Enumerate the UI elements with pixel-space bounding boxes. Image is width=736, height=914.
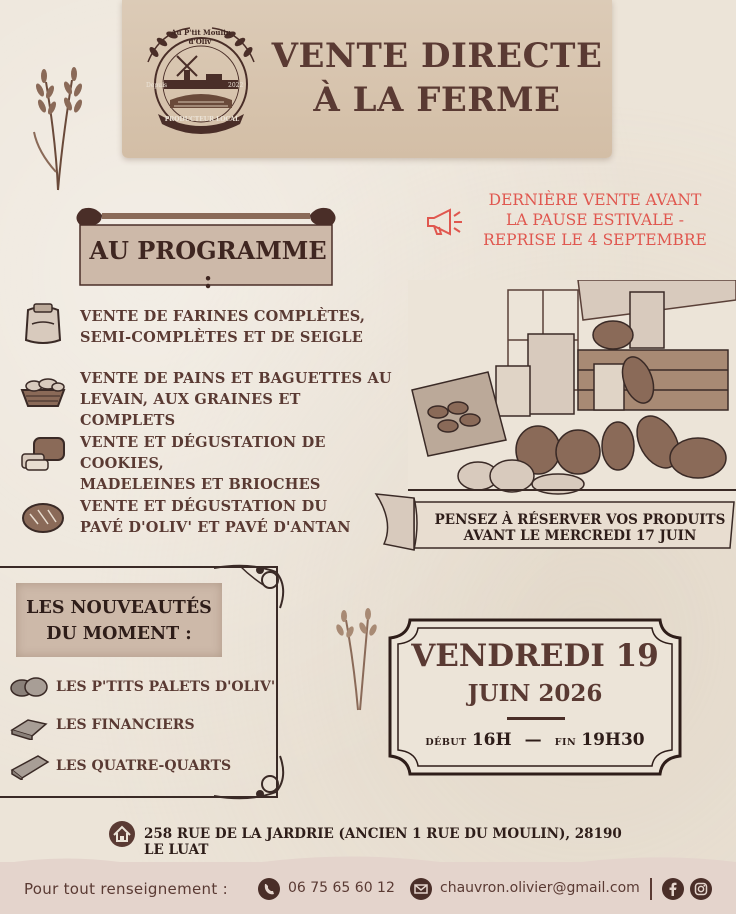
- programme-item-line1: VENTE DE FARINES COMPLÈTES,: [80, 308, 366, 325]
- logo-left-text: Depuis: [146, 82, 168, 89]
- event-month: JUIN 2026: [467, 680, 603, 707]
- summer-break-notice: [470, 190, 720, 250]
- programme-heading: AU PROGRAMME :: [89, 236, 327, 294]
- quatre-quarts-icon: [8, 750, 50, 780]
- end-time: 19H30: [581, 730, 645, 750]
- time-dash: —: [524, 730, 542, 750]
- programme-item-line1: VENTE ET DÉGUSTATION DU: [80, 498, 328, 515]
- flour-sack-icon: [18, 302, 68, 346]
- event-times: [380, 730, 690, 750]
- wheat-middle-icon: [330, 604, 380, 712]
- round-loaf-icon: [18, 494, 68, 538]
- wheat-left-icon: [28, 62, 88, 192]
- programme-item-cookies: [80, 432, 400, 495]
- notice-line1: DERNIÈRE VENTE AVANT: [488, 191, 702, 209]
- footer-email[interactable]: chauvron.olivier@gmail.com: [440, 880, 640, 896]
- logo-right-text: 2022: [228, 82, 244, 89]
- logo-top-text: Au P'tit Moulin d'Oliv': [171, 28, 231, 46]
- megaphone-icon: [424, 204, 464, 238]
- reserve-line2: AVANT LE MERCREDI 17 JUIN: [463, 528, 697, 544]
- bread-basket-icon: [18, 368, 68, 412]
- instagram-icon[interactable]: [690, 878, 712, 900]
- nouveautes-heading: [16, 595, 222, 647]
- programme-item-line2: PAVÉ D'OLIV' ET PAVÉ D'ANTAN: [80, 519, 351, 536]
- logo-bottom-text: PRODUCTEUR LOCAL: [164, 116, 240, 123]
- programme-item-line2: LEVAIN, AUX GRAINES ET COMPLETS: [80, 391, 301, 429]
- nouveautes-heading-line1: LES NOUVEAUTÉS: [26, 598, 212, 618]
- notice-line2: LA PAUSE ESTIVALE -: [505, 211, 685, 229]
- mail-icon: [410, 878, 432, 900]
- programme-item-line1: VENTE ET DÉGUSTATION DE COOKIES,: [80, 434, 326, 472]
- programme-item-farines: [80, 306, 400, 348]
- page-title-line2: À LA FERME: [313, 80, 561, 120]
- event-day: VENDREDI 19: [411, 638, 659, 674]
- notice-line3: REPRISE LE 4 SEPTEMBRE: [483, 231, 707, 249]
- brioche-loaf-icon: [18, 432, 68, 476]
- footer-separator: [650, 878, 652, 900]
- programme-item-line2: SEMI-COMPLÈTES ET DE SEIGLE: [80, 329, 364, 346]
- footer-phone[interactable]: 06 75 65 60 12: [288, 880, 395, 896]
- nouveaute-financiers: LES FINANCIERS: [56, 717, 195, 733]
- nouveaute-quatre-quarts: LES QUATRE-QUARTS: [56, 758, 232, 774]
- facebook-icon[interactable]: [662, 878, 684, 900]
- financier-icon: [8, 710, 50, 740]
- page-title-line1: VENTE DIRECTE: [271, 36, 603, 76]
- nouveaute-palets: LES P'TITS PALETS D'OLIV': [56, 679, 276, 695]
- date-divider: [507, 717, 565, 720]
- end-label: FIN: [554, 737, 577, 748]
- programme-item-line2: MADELEINES ET BRIOCHES: [80, 476, 321, 493]
- start-time: 16H: [471, 730, 512, 750]
- footer-info-label: Pour tout renseignement :: [24, 880, 228, 898]
- footer-wave: [0, 852, 736, 872]
- programme-item-pains: [80, 368, 400, 431]
- ornament-top-right-icon: [210, 558, 290, 622]
- reserve-reminder: [420, 512, 736, 544]
- address: 258 RUE DE LA JARDRIE (ANCIEN 1 RUE DU MOULIN), 28190 LE LUAT: [144, 826, 622, 858]
- ornament-bottom-right-icon: [210, 746, 290, 806]
- programme-item-line1: VENTE DE PAINS ET BAGUETTES AU: [80, 370, 392, 387]
- home-icon: [108, 820, 136, 848]
- phone-icon: [258, 878, 280, 900]
- start-label: DÉBUT: [425, 737, 467, 748]
- bakery-illustration: [408, 280, 736, 502]
- programme-item-pave: [80, 496, 400, 538]
- reserve-line1: PENSEZ À RÉSERVER VOS PRODUITS: [434, 512, 726, 528]
- nouveautes-heading-line2: DU MOMENT :: [46, 624, 192, 644]
- palets-icon: [8, 672, 50, 702]
